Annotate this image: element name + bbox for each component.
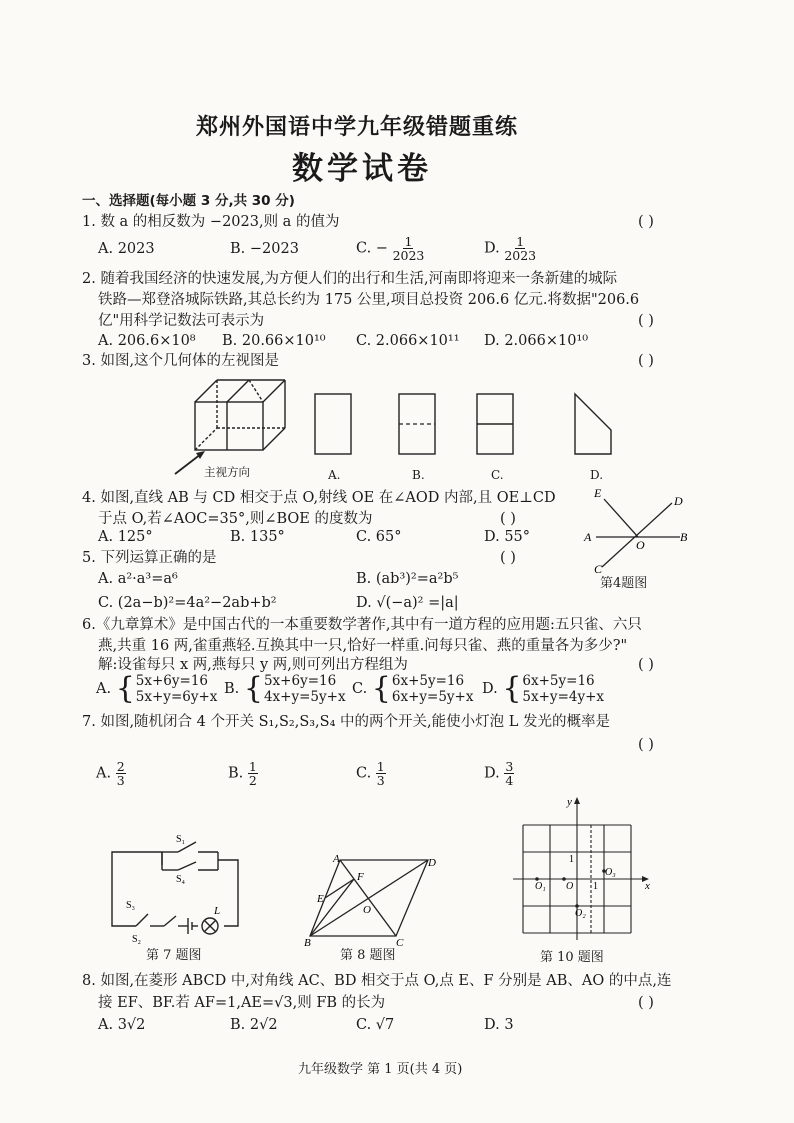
q7-d-den: 4 [505,773,514,788]
q7-option-b-label: B. [228,765,244,782]
q6-option-d-label: D. [482,681,498,697]
fig10-label-1x: 1 [593,881,598,892]
fig7-label-s1: S₁ [176,834,186,845]
q3-option-d-shape [575,394,611,454]
q7-a-den: 3 [116,773,125,788]
q5-option-b: B. (ab³)²=a²b⁵ [356,571,459,587]
fig10-label-o2: O₂ [575,908,586,919]
q6-option-c-label: C. [352,681,368,697]
q1-stem: 1. 数 a 的相反数为 −2023,则 a 的值为 [82,214,340,230]
q5-answer-paren: ( ) [500,550,516,566]
fig8-point-a: A [333,853,340,865]
main-view-arrow-icon [175,451,205,474]
fig10-label-y: y [567,796,572,808]
q7-option-d [484,760,514,787]
q3-answer-paren: ( ) [638,353,654,369]
fig8-point-d: D [428,857,436,869]
q6-a-eq2: 5x+y=6y+x [135,689,218,705]
q4-point-c: C [594,562,603,575]
q6-option-d: D. { 6x+5y=16 5x+y=4y+x [482,671,605,706]
q6-b-eq2: 4x+y=5y+x [263,689,346,705]
q6-option-c: C. { 6x+5y=16 6x+y=5y+x [352,671,474,706]
fig10-caption: 第 10 题图 [540,950,604,965]
q4-option-b: B. 135° [230,529,285,545]
y-axis-arrow-icon [574,797,580,804]
q8-line1: 8. 如图,在菱形 ABCD 中,对角线 AC、BD 相交于点 O,点 E、F 分别是 AB、AO 的中点,连 [82,973,672,989]
fig10-label-o3: O₃ [605,867,616,878]
q5-option-c: C. (2a−b)²=4a²−2ab+b² [98,595,277,611]
q6-line3: 解:设雀每只 x 两,燕每只 y 两,则可列出方程组为 [98,657,408,673]
subject-title: 数学试卷 [292,151,432,187]
q2-answer-paren: ( ) [638,313,654,329]
q4-line2: 于点 O,若∠AOC=35°,则∠BOE 的度数为 [98,511,373,527]
fig10-label-o1: O₁ [535,881,546,892]
q1-option-b: B. −2023 [230,241,299,257]
q3-stem: 3. 如图,这个几何体的左视图是 [82,353,280,369]
fig7-label-l: L [214,905,221,917]
q3-label-b: B. [412,468,425,482]
q4-point-a: A [584,530,592,544]
q1-answer-paren: ( ) [638,214,654,230]
q1-option-d-fraction [504,235,536,262]
fig7-caption: 第 7 题图 [146,948,202,963]
q6-option-a-label: A. [96,681,112,697]
fig10-label-1y: 1 [569,854,574,865]
fig8-caption: 第 8 题图 [340,948,396,963]
q6-answer-paren: ( ) [638,657,654,673]
q7-c-den: 3 [376,773,385,788]
q1-option-d-label: D. [484,240,500,257]
q6-a-eq1: 5x+6y=16 [135,673,209,689]
q1-option-d-num: 1 [516,234,525,249]
q4-option-d: D. 55° [484,529,531,545]
q5-option-d: D. √(−a)² =|a| [356,595,459,611]
fig10-grid [505,795,655,945]
q8-line2: 接 EF、BF.若 AF=1,AE=√3,则 FB 的长为 [98,995,386,1011]
q8-answer-paren: ( ) [638,995,654,1011]
q4-point-b: B [680,530,688,544]
q2-line2: 铁路—郑登洛城际铁路,其总长约为 175 公里,项目总投资 206.6 亿元.将数据"206.6 [98,292,640,308]
q4-point-d: D [674,494,683,508]
q7-stem: 7. 如图,随机闭合 4 个开关 S₁,S₂,S₃,S₄ 中的两个开关,能使小灯泡 L 发光的概率是 [82,714,610,730]
q4-line1: 4. 如图,直线 AB 与 CD 相交于点 O,射线 OE 在∠AOD 内部,且 OE⊥CD [82,490,556,506]
fig8-point-c: C [396,937,404,949]
q7-option-a-label: A. [96,765,112,782]
q8-option-d: D. 3 [484,1017,514,1033]
fig8-point-f: F [357,871,364,883]
page-footer: 九年级数学 第 1 页(共 4 页) [298,1062,463,1077]
q1-option-c-fraction [393,235,425,262]
main-view-label: 主视方向 [204,465,250,479]
q2-line3: 亿"用科学记数法可表示为 [98,313,265,329]
q7-d-num: 3 [505,759,514,774]
fig7-label-s2: S₂ [132,934,142,945]
q8-option-c: C. √7 [356,1017,395,1033]
q4-option-c: C. 65° [356,529,402,545]
q5-stem: 5. 下列运算正确的是 [82,550,217,566]
q8-option-a: A. 3√2 [98,1017,146,1033]
fig10-label-x: x [645,880,650,892]
q6-d-eq1: 6x+5y=16 [522,673,595,689]
q7-answer-paren: ( ) [638,737,654,753]
q4-figure [580,485,690,575]
q3-solid-figure [195,380,285,450]
q3-label-a: A. [328,468,341,482]
q3-option-b-shape [399,394,435,454]
q2-option-d: D. 2.066×10¹⁰ [484,333,589,349]
q2-line1: 2. 随着我国经济的快速发展,为方便人们的出行和生活,河南即将迎来一条新建的城际 [82,271,618,287]
q7-option-c-label: C. [356,765,372,782]
q7-c-num: 1 [376,759,385,774]
q6-line2: 燕,共重 16 两,雀重燕轻.互换其中一只,恰好一样重.问每只雀、燕的重量各为多少?" [98,638,628,654]
fig10-label-o: O [566,881,574,892]
q2-option-b: B. 20.66×10¹⁰ [222,333,326,349]
q7-b-den: 2 [248,773,257,788]
q7-option-b [228,760,258,787]
q7-a-num: 2 [116,759,125,774]
q6-option-b: B. { 5x+6y=16 4x+y=5y+x [224,671,346,706]
q7-b-num: 1 [248,759,257,774]
fig7-label-s4: S₄ [176,874,186,885]
q4-point-o: O [636,538,645,552]
q1-option-c [356,235,424,262]
q3-label-d: D. [590,468,604,482]
q2-option-c: C. 2.066×10¹¹ [356,333,460,349]
q3-option-c-shape [477,394,513,454]
q1-option-a: A. 2023 [98,241,155,257]
q1-option-c-den: 2023 [392,248,425,263]
q7-option-a [96,760,126,787]
school-title: 郑州外国语中学九年级错题重练 [196,115,519,140]
q6-option-a: A. { 5x+6y=16 5x+y=6y+x [96,671,218,706]
q5-option-a: A. a²·a³=a⁶ [98,571,178,587]
fig7-label-s3: S₃ [126,900,136,911]
fig8-rhombus [300,850,448,950]
fig8-point-e: E [317,893,324,905]
q3-option-a-shape [315,394,351,454]
fig8-point-b: B [304,937,311,949]
q1-option-d-den: 2023 [504,248,537,263]
q6-b-eq1: 5x+6y=16 [263,673,337,689]
q7-option-d-label: D. [484,765,500,782]
section-title: 一、选择题(每小题 3 分,共 30 分) [82,193,295,209]
fig8-point-o: O [363,904,371,916]
q4-figure-caption: 第4题图 [600,576,648,591]
q6-c-eq1: 6x+5y=16 [391,673,465,689]
q1-option-d [484,235,536,262]
fig7-circuit [100,830,250,945]
q4-point-e: E [594,486,602,500]
q2-option-a: A. 206.6×10⁸ [98,333,196,349]
q7-option-c [356,760,386,787]
q1-option-c-label: C. − [356,240,388,257]
q6-option-b-label: B. [224,681,240,697]
q4-answer-paren: ( ) [500,511,516,527]
q6-line1: 6.《九章算术》是中国古代的一本重要数学著作,其中有一道方程的应用题:五只雀、六只 [82,617,642,633]
q8-option-b: B. 2√2 [230,1017,278,1033]
q1-option-c-num: 1 [404,234,413,249]
q6-c-eq2: 6x+y=5y+x [391,689,474,705]
q6-d-eq2: 5x+y=4y+x [522,689,605,705]
q4-option-a: A. 125° [98,529,153,545]
q3-label-c: C. [491,468,504,482]
